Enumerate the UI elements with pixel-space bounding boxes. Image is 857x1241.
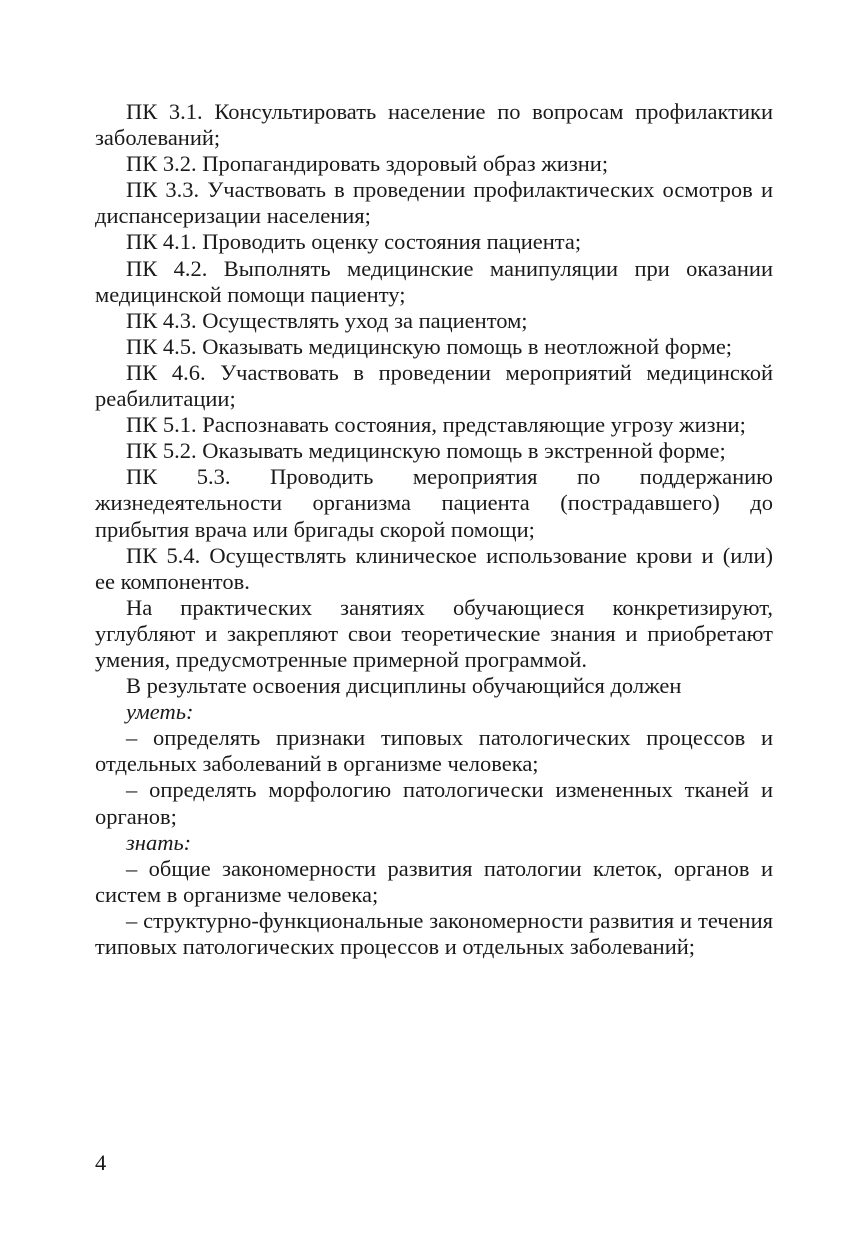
paragraph-pk-4-1: ПК 4.1. Проводить оценку состояния пациента; xyxy=(126,229,582,255)
list-item-skill-1: – определять признаки типовых патологических процессов и отдельных заболеваний в организме человека; xyxy=(95,725,773,777)
paragraph-pk-4-5: ПК 4.5. Оказывать медицинскую помощь в неотложной форме; xyxy=(126,333,733,359)
paragraph-pk-5-3: ПК 5.3. Проводить мероприятия по поддержанию жизнедеятельности организма пациента (пострадавшего) до прибытия врача или бригады скорой помощи; xyxy=(95,464,773,542)
paragraph-pk-4-3: ПК 4.3. Осуществлять уход за пациентом; xyxy=(126,307,528,333)
document-body xyxy=(95,99,773,960)
paragraph-learning-result: В результате освоения дисциплины обучающийся должен xyxy=(126,673,682,699)
heading-skills: уметь: xyxy=(126,699,194,725)
paragraph-pk-3-3: ПК 3.3. Участвовать в проведении профилактических осмотров и диспансеризации населения; xyxy=(95,177,773,229)
paragraph-pk-4-2: ПК 4.2. Выполнять медицинские манипуляции при оказании медицинской помощи пациенту; xyxy=(95,255,773,307)
paragraph-pk-5-1: ПК 5.1. Распознавать состояния, представляющие угрозу жизни; xyxy=(126,412,746,438)
paragraph-pk-3-2: ПК 3.2. Пропагандировать здоровый образ жизни; xyxy=(126,151,609,177)
heading-knowledge: знать: xyxy=(126,829,192,855)
list-item-skill-2: – определять морфологию патологически измененных тканей и органов; xyxy=(95,777,773,829)
paragraph-pk-3-1: ПК 3.1. Консультировать население по вопросам профилактики заболеваний; xyxy=(95,99,773,151)
paragraph-pk-5-4: ПК 5.4. Осуществлять клиническое использование крови и (или) ее компонентов. xyxy=(95,542,773,594)
paragraph-pk-5-2: ПК 5.2. Оказывать медицинскую помощь в экстренной форме; xyxy=(126,438,726,464)
paragraph-practical-classes: На практических занятиях обучающиеся конкретизируют, углубляют и закрепляют свои теоретические знания и приобретают умения, предусмотренные примерной программой. xyxy=(95,594,773,672)
page-number: 4 xyxy=(95,1150,107,1175)
paragraph-pk-4-6: ПК 4.6. Участвовать в проведении мероприятий медицинской реабилитации; xyxy=(95,359,773,412)
list-item-knowledge-2: – структурно-функциональные закономерности развития и течения типовых патологических процессов и отдельных заболеваний; xyxy=(95,907,773,959)
list-item-knowledge-1: – общие закономерности развития патологии клеток, органов и систем в организме человека; xyxy=(95,855,773,907)
